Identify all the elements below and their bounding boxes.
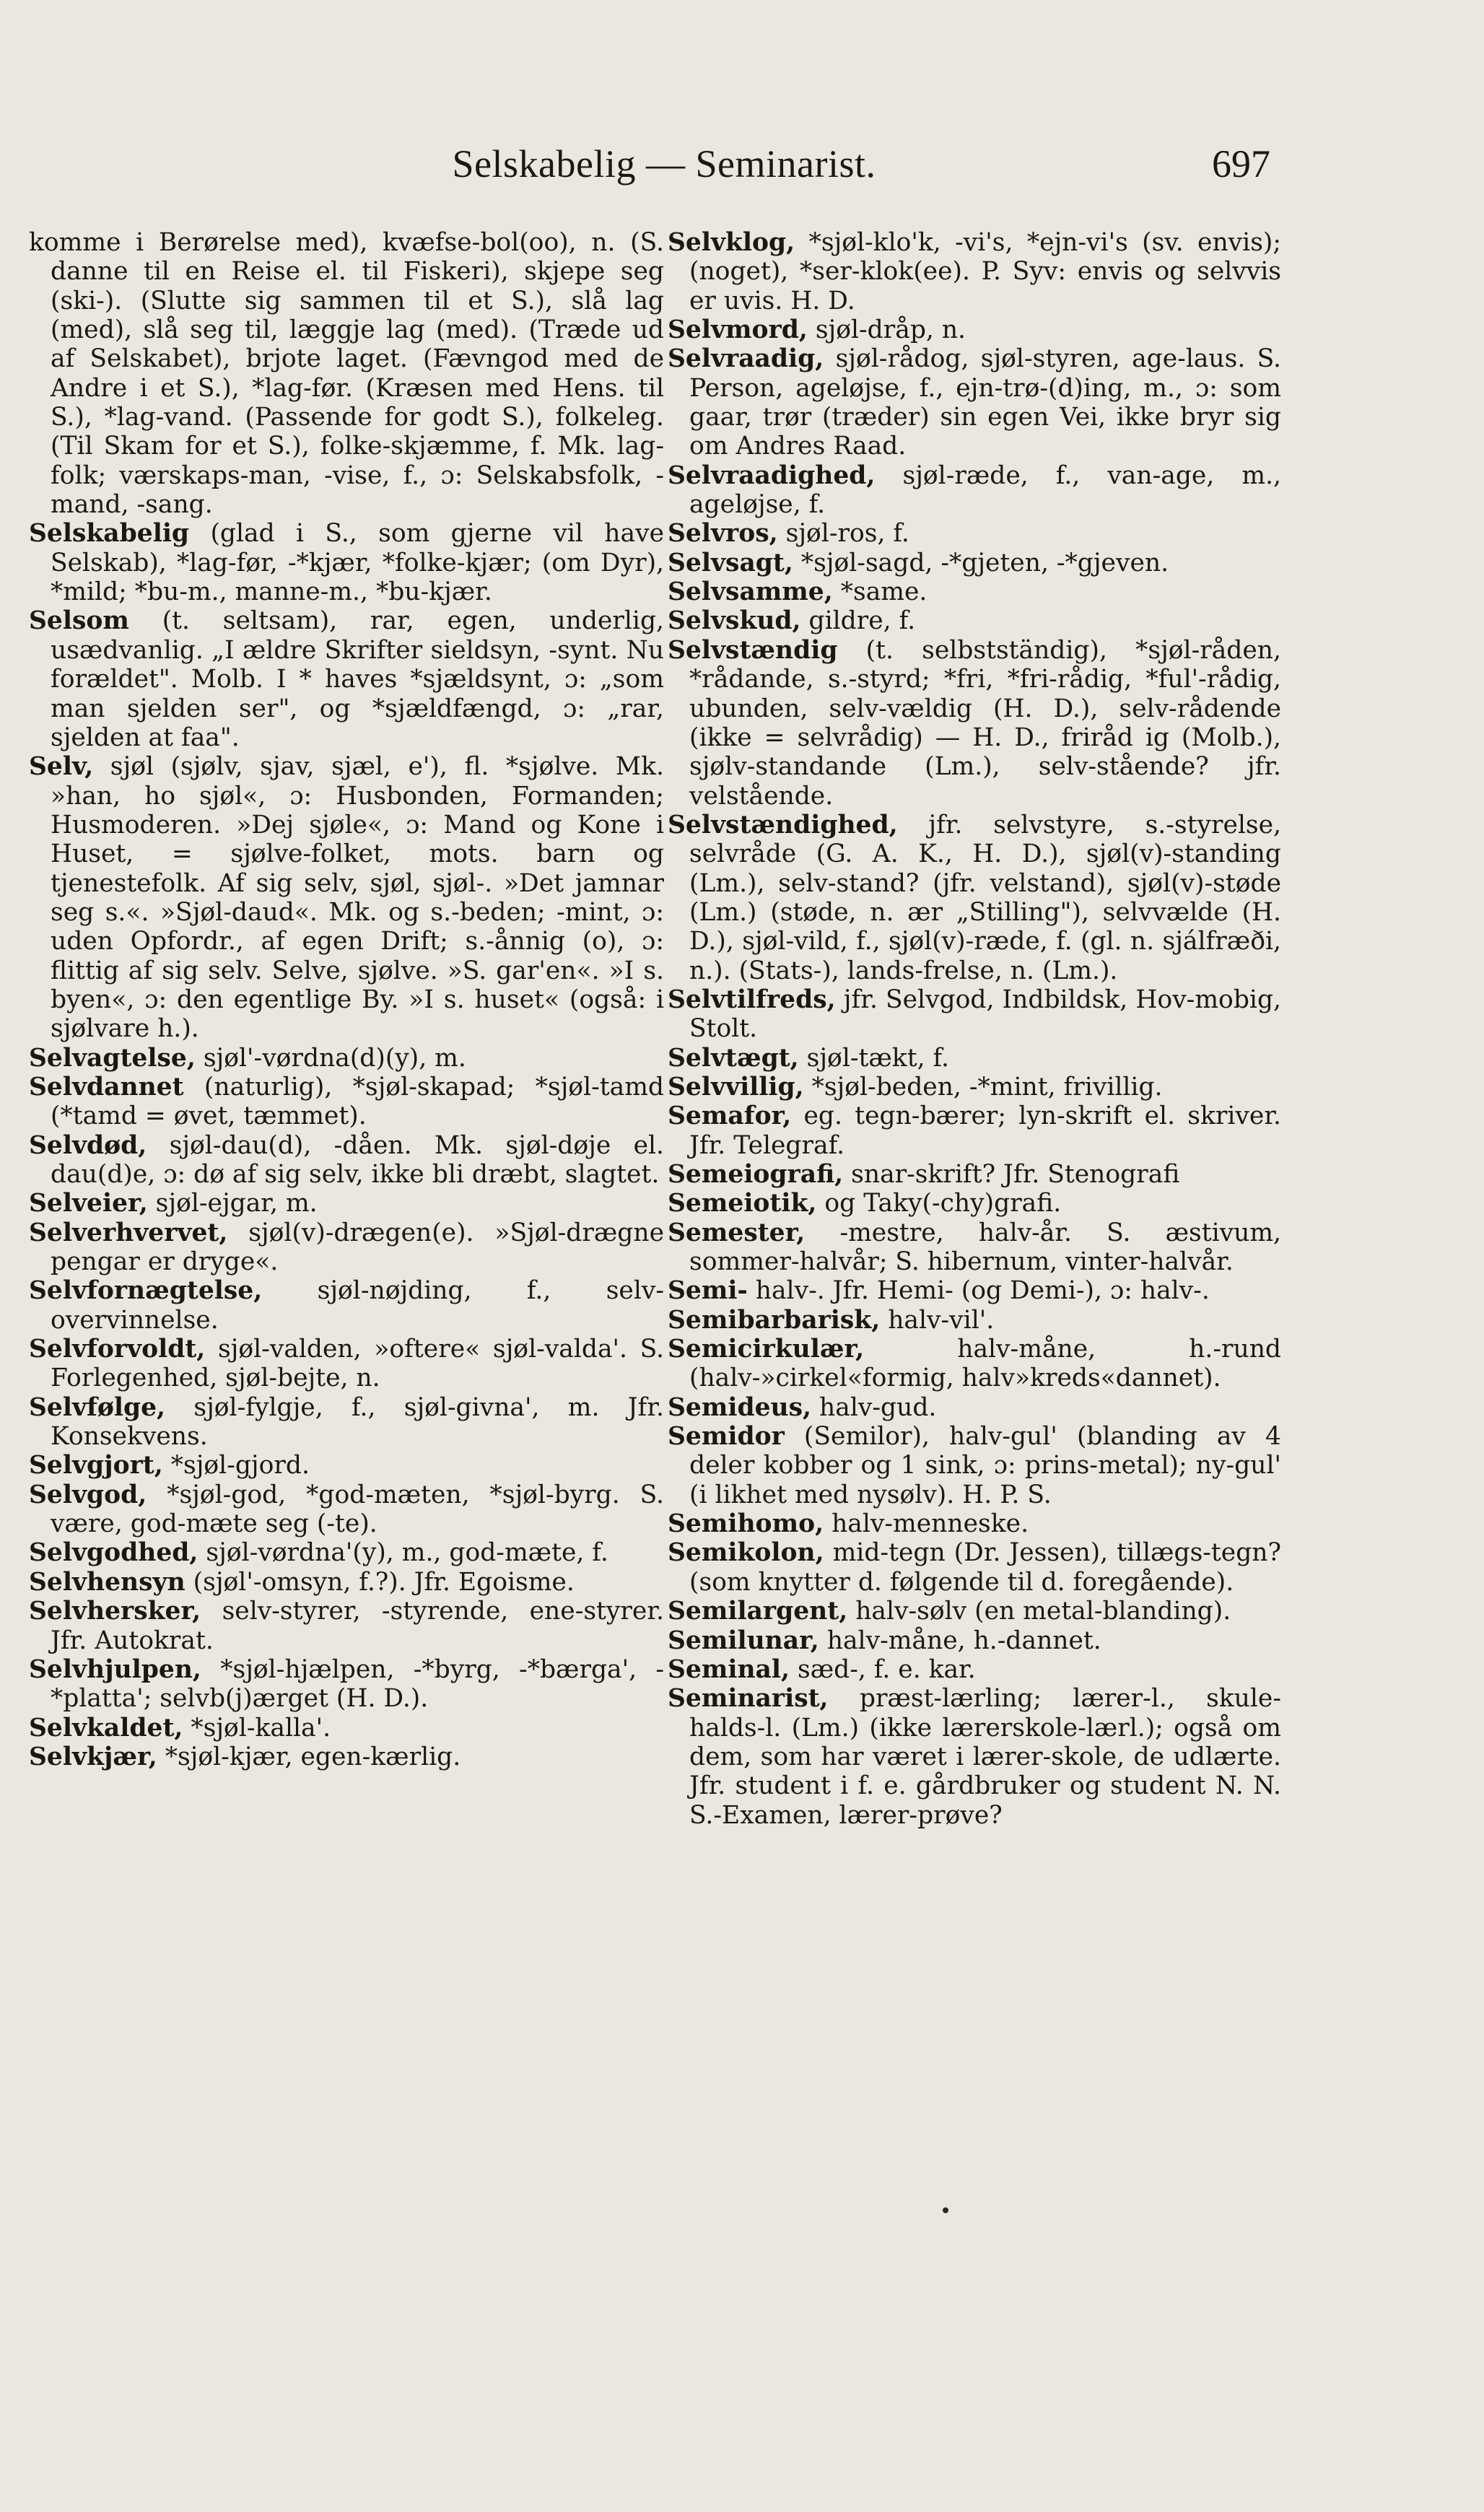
- entry-headword: Selvforvoldt,: [29, 1335, 206, 1364]
- entry-definition: sjøl-nøjding, f., selv-overvinnelse.: [51, 1276, 665, 1335]
- dictionary-entry: [29, 228, 664, 519]
- dictionary-entry: [668, 1306, 1281, 1335]
- entry-headword: Selvdannet: [29, 1072, 184, 1102]
- dictionary-entry: [29, 1451, 664, 1480]
- dictionary-entry: [668, 1393, 1281, 1422]
- entry-headword: Selvhersker,: [29, 1597, 201, 1626]
- entry-definition: sjøl-dråp, n.: [815, 315, 966, 345]
- dictionary-entry: [668, 1073, 1281, 1102]
- dictionary-entry: [29, 1480, 664, 1539]
- dictionary-entry: [29, 606, 664, 752]
- entry-headword: Selvhjulpen,: [29, 1654, 201, 1684]
- dictionary-entry: [29, 1393, 664, 1452]
- entry-headword: Selvmord,: [668, 315, 808, 345]
- dictionary-entry: [668, 315, 1281, 344]
- entry-definition: (Semilor), halv-gul' (blanding av 4 deler kobber og 1 sink, ɔ: prins-metal); ny-gul' (i likhet med nysølv). H. P. S.: [689, 1422, 1281, 1509]
- entry-headword: Selveier,: [29, 1189, 148, 1218]
- entry-headword: Semi-: [668, 1276, 748, 1306]
- entry-headword: Selvsamme,: [668, 577, 833, 607]
- dictionary-entry: [29, 1044, 664, 1073]
- dictionary-entry: [668, 1218, 1281, 1277]
- entry-headword: Semibarbarisk,: [668, 1305, 881, 1335]
- entry-headword: Selvraadig,: [668, 344, 824, 374]
- dictionary-entry: [668, 1335, 1281, 1393]
- page-header: [0, 141, 1484, 192]
- page-number: 697: [1212, 142, 1270, 186]
- left-column: [29, 228, 664, 1771]
- dictionary-entry: [668, 228, 1281, 315]
- entry-definition: (t. seltsam), rar, egen, underlig, usædvanlig. „I ældre Skrifter sieldsyn, -synt. Nu forældet". Molb. I * haves *sjældsynt, ɔ: „som man sjelden ser", og *sjældfængd, ɔ: „rar, sjelden at faa".: [51, 606, 664, 752]
- dictionary-entry: [668, 1102, 1281, 1160]
- printer-dot: [943, 2207, 948, 2213]
- entry-definition: sæd-, f. e. kar.: [798, 1654, 976, 1684]
- entry-headword: Selvkjær,: [29, 1742, 157, 1771]
- dictionary-entry: [668, 1509, 1281, 1538]
- dictionary-entry: [668, 344, 1281, 461]
- dictionary-entry: [29, 1335, 664, 1393]
- entry-headword: Seminarist,: [668, 1684, 829, 1714]
- dictionary-entry: [29, 1714, 664, 1743]
- entry-headword: Semicirkulær,: [668, 1335, 865, 1364]
- entry-headword: Selvagtelse,: [29, 1043, 196, 1073]
- entry-definition: sjøl-fylgje, f., sjøl-givna', m. Jfr. Konsekvens.: [51, 1392, 664, 1452]
- entry-definition: sjøl-dau(d), -dåen. Mk. sjøl-døje el. dau(d)e, ɔ: dø af sig selv, ikke bli dræbt, slagtet.: [51, 1130, 664, 1189]
- entry-definition: halv-måne, h.-dannet.: [826, 1626, 1101, 1655]
- dictionary-entry: [29, 1743, 664, 1771]
- entry-headword: Selvdød,: [29, 1130, 147, 1160]
- entry-definition: *sjøl-kjær, egen-kærlig.: [165, 1742, 461, 1771]
- entry-headword: Semihomo,: [668, 1509, 824, 1539]
- running-head: Selskabelig — Seminarist.: [452, 142, 876, 186]
- entry-headword: Selsom: [29, 606, 129, 636]
- entry-definition: (glad i S., som gjerne vil have Selskab), *lag-før, -*kjær, *folke-kjær; (om Dyr), *mild; *bu-m., manne-m., *bu-kjær.: [51, 519, 664, 607]
- entry-headword: Selvstændig: [668, 635, 838, 665]
- entry-definition: *sjøl-kalla'.: [191, 1713, 331, 1743]
- entry-definition: sjøl-rådog, sjøl-styren, age-laus. S. Person, ageløjse, f., ejn-trø-(d)ing, m., ɔ: som gaar, trør (træder) sin egen Vei, ikke bryr sig om Andres Raad.: [689, 344, 1282, 461]
- dictionary-entry: [668, 1597, 1281, 1626]
- entry-definition: *sjøl-klo'k, -vi's, *ejn-vi's (sv. envis); (noget), *ser-klok(ee). P. Syv: envis og selvvis er uvis. H. D.: [689, 228, 1281, 315]
- entry-definition: og Taky(-chy)grafi.: [824, 1189, 1062, 1218]
- entry-definition: *sjøl-hjælpen, -*byrg, -*bærga', -*platta'; selvb(j)ærget (H. D.).: [51, 1654, 665, 1714]
- entry-definition: mid-tegn (Dr. Jessen), tillægs-tegn? (som knytter d. følgende til d. foregående).: [689, 1538, 1282, 1597]
- dictionary-entry: [668, 549, 1281, 577]
- dictionary-entry: [668, 985, 1281, 1044]
- entry-definition: sjøl-ræde, f., van-age, m., ageløjse, f.: [689, 461, 1281, 520]
- entry-headword: Selvgod,: [29, 1480, 147, 1509]
- entry-headword: Selvsagt,: [668, 548, 793, 577]
- entry-headword: Semilargent,: [668, 1597, 848, 1626]
- entry-definition: sjøl (sjølv, sjav, sjæl, e'), fl. *sjølve. Mk. »han, ho sjøl«, ɔ: Husbonden, Formanden; Husmoderen. »Dej sjøle«, ɔ: Mand og Kone i Huset, = sjølve-folket, mots. barn og tjenestefolk. Af sig selv, sjøl, sjøl-. »Det jamnar seg s.«. »Sjøl-daud«. Mk. og s.-beden; -mint, ɔ: uden Opfordr., af egen Drift; s.-ånnig (o), ɔ: flittig af sig selv. Selve, sjølve. »S. gar'en«. »I s. byen«, ɔ: den egentlige By. »I s. huset« (også: i sjølvare h.).: [51, 752, 665, 1044]
- entry-headword: Selv,: [29, 752, 94, 782]
- entry-headword: Selvhensyn: [29, 1567, 186, 1597]
- entry-definition: *same.: [840, 577, 928, 607]
- dictionary-entry: [668, 811, 1281, 985]
- entry-headword: Seminal,: [668, 1654, 790, 1684]
- entry-definition: halv-. Jfr. Hemi- (og Demi-), ɔ: halv-.: [755, 1276, 1210, 1306]
- entry-headword: Semideus,: [668, 1392, 812, 1422]
- dictionary-entry: [29, 1538, 664, 1567]
- dictionary-entry: [668, 1684, 1281, 1830]
- entry-definition: sjøl-tækt, f.: [806, 1043, 950, 1073]
- dictionary-entry: [668, 1160, 1281, 1189]
- entry-headword: Selvgodhed,: [29, 1538, 198, 1568]
- entry-definition: snar-skrift? Jfr. Stenografi: [851, 1160, 1180, 1189]
- entry-headword: Semafor,: [668, 1102, 792, 1131]
- dictionary-entry: [29, 1218, 664, 1277]
- entry-headword: Semilunar,: [668, 1626, 819, 1655]
- entry-headword: Semeiografi,: [668, 1160, 844, 1189]
- entry-definition: gildre, f.: [808, 606, 916, 636]
- dictionary-entry: [668, 1655, 1281, 1684]
- entry-definition: *sjøl-sagd, -*gjeten, -*gjeven.: [800, 548, 1169, 577]
- entry-headword: Selvvillig,: [668, 1072, 804, 1102]
- dictionary-entry: [668, 636, 1281, 811]
- entry-headword: Selvklog,: [668, 228, 795, 257]
- dictionary-entry: [668, 1276, 1281, 1305]
- entry-definition: sjøl(v)-drægen(e). »Sjøl-drægne pengar er dryge«.: [51, 1218, 664, 1277]
- dictionary-entry: [668, 519, 1281, 548]
- entry-definition: halv-menneske.: [832, 1509, 1029, 1539]
- entry-definition: halv-måne, h.-rund (halv-»cirkel«formig, halv»kreds«dannet).: [689, 1335, 1281, 1393]
- entry-headword: Semikolon,: [668, 1538, 824, 1568]
- dictionary-entry: [29, 1655, 664, 1714]
- entry-headword: Semeiotik,: [668, 1189, 817, 1218]
- entry-definition: (t. selbstständig), *sjøl-råden, *rådande, s.-styrd; *fri, *fri-rådig, *ful'-rådig, ubunden, selv-vældig (H. D.), selv-rådende (ikke = selvrådig) — H. D., friråd ig (Molb.), sjølv-standande (Lm.), selv-stående? jfr. velstående.: [689, 635, 1281, 811]
- entry-definition: -mestre, halv-år. S. æstivum, sommer-halvår; S. hibernum, vinter-halvår.: [689, 1218, 1282, 1277]
- dictionary-entry: [29, 1073, 664, 1131]
- entry-definition: (sjøl'-omsyn, f.?). Jfr. Egoisme.: [193, 1567, 575, 1597]
- dictionary-entry: [668, 1538, 1281, 1597]
- entry-headword: Selvtilfreds,: [668, 985, 836, 1014]
- dictionary-entry: [29, 752, 664, 1043]
- dictionary-entry: [668, 577, 1281, 606]
- entry-headword: Selskabelig: [29, 519, 190, 549]
- entry-headword: Selvraadighed,: [668, 461, 876, 490]
- entry-definition: jfr. selvstyre, s.-styrelse, selvråde (G. A. K., H. D.), sjøl(v)-standing (Lm.), selv-stand? (jfr. velstand), sjøl(v)-støde (Lm.) (støde, n. ær „Stilling"), selvvælde (H. D.), sjøl-vild, f., sjøl(v)-ræde, f. (gl. n. sjálfræði, n.). (Stats-), lands-frelse, n. (Lm.).: [689, 810, 1281, 985]
- entry-definition: *sjøl-god, *god-mæten, *sjøl-byrg. S. være, god-mæte seg (-te).: [51, 1480, 664, 1539]
- entry-definition: sjøl'-vørdna(d)(y), m.: [203, 1043, 466, 1073]
- dictionary-entry: [668, 1189, 1281, 1218]
- dictionary-entry: [29, 1568, 664, 1597]
- entry-definition: komme i Berørelse med), kvæfse-bol(oo), n. (S. danne til en Reise el. til Fiskeri), skjepe seg (ski-). (Slutte sig sammen til et S.), slå lag (med), slå seg til, læggje lag (med). (Træde ud af Selskabet), brjote laget. (Fævngod med de Andre i et S.), *lag-før. (Kræsen med Hens. til S.), *lag-vand. (Passende for godt S.), folkeleg. (Til Skam for et S.), folke-skjæmme, f. Mk. lag-folk; værskaps-man, -vise, f., ɔ: Selskabsfolk, -mand, -sang.: [29, 228, 664, 520]
- entry-definition: *sjøl-beden, -*mint, frivillig.: [811, 1072, 1163, 1102]
- dictionary-entry: [668, 1422, 1281, 1509]
- dictionary-entry: [668, 1626, 1281, 1655]
- dictionary-entry: [29, 1189, 664, 1218]
- entry-definition: sjøl-ros, f.: [785, 519, 909, 549]
- entry-headword: Selvgjort,: [29, 1451, 163, 1480]
- entry-definition: eg. tegn-bærer; lyn-skrift el. skriver. Jfr. Telegraf.: [689, 1102, 1282, 1160]
- entry-definition: sjøl-ejgar, m.: [155, 1189, 318, 1218]
- dictionary-entry: [29, 1597, 664, 1655]
- entry-headword: Selvkaldet,: [29, 1713, 183, 1743]
- dictionary-entry: [668, 461, 1281, 520]
- entry-headword: Selvros,: [668, 519, 778, 549]
- entry-headword: Semester,: [668, 1218, 806, 1247]
- entry-headword: Semidor: [668, 1422, 785, 1452]
- entry-definition: halv-gud.: [819, 1392, 937, 1422]
- entry-definition: jfr. Selvgod, Indbildsk, Hov-mobig, Stolt.: [689, 985, 1281, 1044]
- entry-definition: *sjøl-gjord.: [170, 1451, 310, 1480]
- entry-headword: Selvtægt,: [668, 1043, 799, 1073]
- entry-definition: selv-styrer, -styrende, ene-styrer. Jfr. Autokrat.: [51, 1597, 664, 1655]
- dictionary-entry: [29, 1276, 664, 1335]
- entry-definition: sjøl-valden, »oftere« sjøl-valda'. S. Forlegenhed, sjøl-bejte, n.: [51, 1335, 665, 1393]
- dictionary-entry: [29, 1131, 664, 1190]
- entry-headword: Selvfølge,: [29, 1392, 166, 1422]
- entry-definition: halv-sølv (en metal-blanding).: [855, 1597, 1231, 1626]
- entry-definition: (naturlig), *sjøl-skapad; *sjøl-tamd (*tamd = øvet, tæmmet).: [51, 1072, 665, 1131]
- entry-headword: Selvskud,: [668, 606, 801, 636]
- entry-definition: præst-lærling; lærer-l., skule-halds-l. (Lm.) (ikke lærerskole-lærl.); også om dem, som har været i lærer-skole, de udlærte. Jfr. student i f. e. gårdbruker og student N. N. S.-Examen, lærer-prøve?: [689, 1684, 1282, 1830]
- dictionary-entry: [29, 519, 664, 606]
- entry-definition: halv-vil'.: [888, 1305, 995, 1335]
- right-column: [668, 228, 1281, 1830]
- dictionary-entry: [668, 1044, 1281, 1073]
- entry-headword: Selvfornægtelse,: [29, 1276, 263, 1306]
- entry-headword: Selvstændighed,: [668, 810, 898, 839]
- entry-definition: sjøl-vørdna'(y), m., god-mæte, f.: [206, 1538, 608, 1568]
- entry-headword: Selverhvervet,: [29, 1218, 228, 1247]
- dictionary-entry: [668, 606, 1281, 635]
